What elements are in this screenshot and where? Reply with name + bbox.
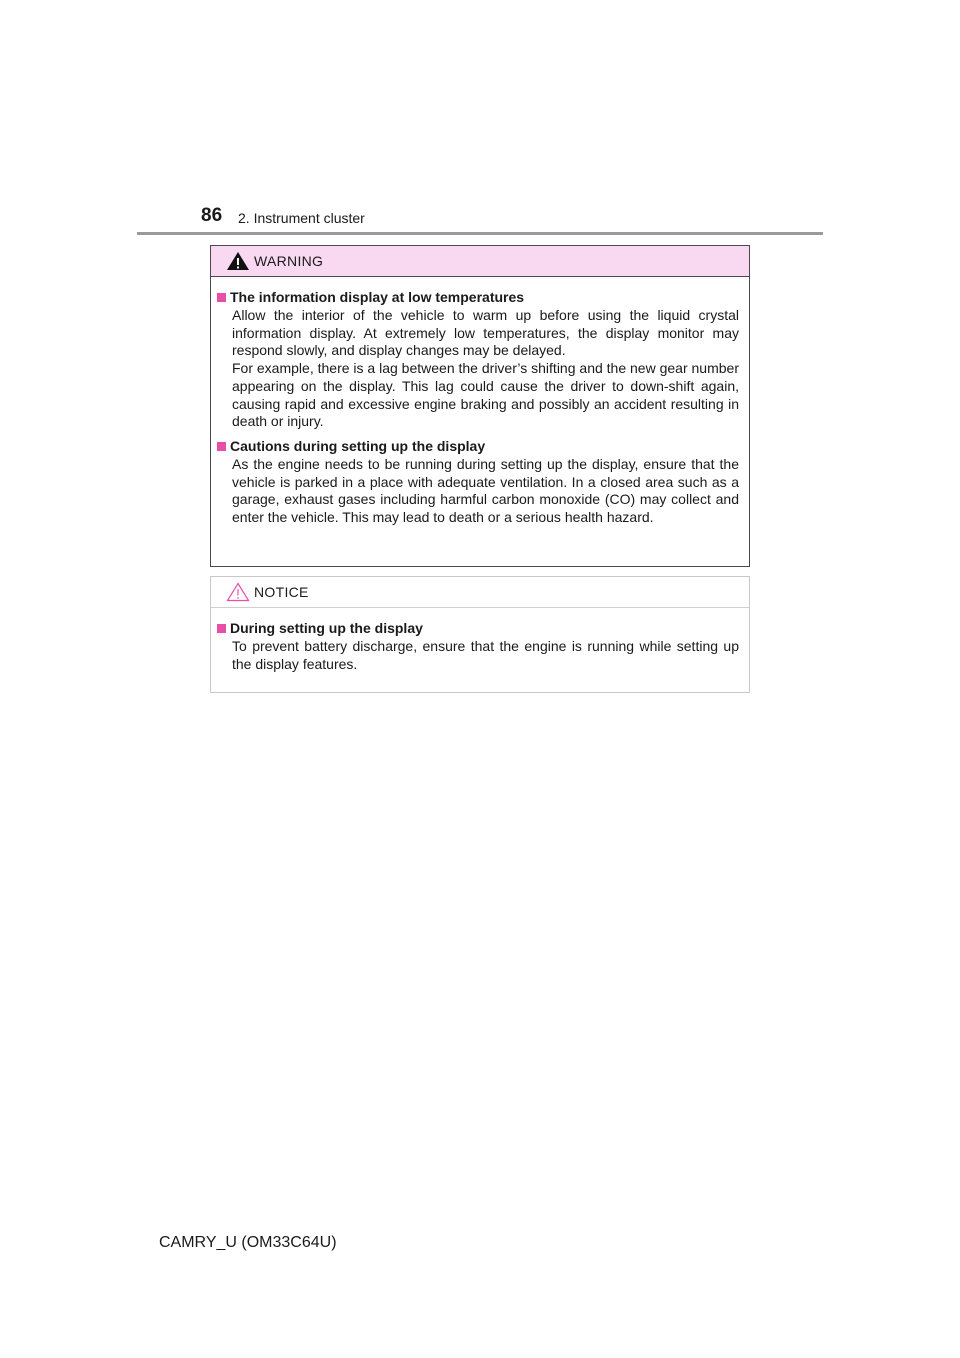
warning-triangle-icon — [226, 251, 250, 271]
notice-item — [217, 619, 739, 673]
footer-model-code: CAMRY_U (OM33C64U) — [159, 1234, 337, 1251]
square-bullet-icon — [217, 442, 226, 451]
notice-body — [211, 608, 749, 673]
page-number: 86 — [201, 205, 223, 226]
warning-item-title: The information display at low temperatures — [230, 289, 525, 305]
header-divider — [137, 232, 823, 235]
notice-label: NOTICE — [254, 584, 309, 600]
warning-item-paragraph: For example, there is a lag between the driver’s shifting and the new gear number appearing on the display. This lag could cause the driver to down-shift again, causing rapid and excessive engine braking and possibly an accident resulting in death or injury. — [232, 360, 739, 430]
warning-box — [210, 245, 750, 567]
warning-item-paragraph: Allow the interior of the vehicle to warm up before using the liquid crystal information display. At extremely low temperatures, the display monitor may respond slowly, and display changes may be delayed. — [232, 307, 739, 359]
warning-body — [211, 277, 749, 527]
warning-item — [217, 437, 739, 527]
warning-header — [211, 246, 749, 277]
notice-triangle-icon — [226, 582, 250, 602]
square-bullet-icon — [217, 293, 226, 302]
square-bullet-icon — [217, 624, 226, 633]
warning-item-paragraph: As the engine needs to be running during setting up the display, ensure that the vehicle is parked in a place with adequate ventilation. In a closed area such as a garage, exhaust gases including harmful carbon monoxide (CO) may collect and enter the vehicle. This may lead to death or a serious health hazard. — [232, 455, 739, 526]
warning-label: WARNING — [254, 253, 324, 269]
warning-item-title: Cautions during setting up the display — [230, 437, 486, 454]
notice-item-paragraph: To prevent battery discharge, ensure that the engine is running while setting up the display features. — [232, 638, 739, 672]
notice-item-title: During setting up the display — [230, 620, 423, 636]
notice-box — [210, 576, 750, 693]
section-title: 2. Instrument cluster — [238, 210, 365, 226]
notice-header — [211, 577, 749, 608]
warning-item — [217, 288, 739, 431]
